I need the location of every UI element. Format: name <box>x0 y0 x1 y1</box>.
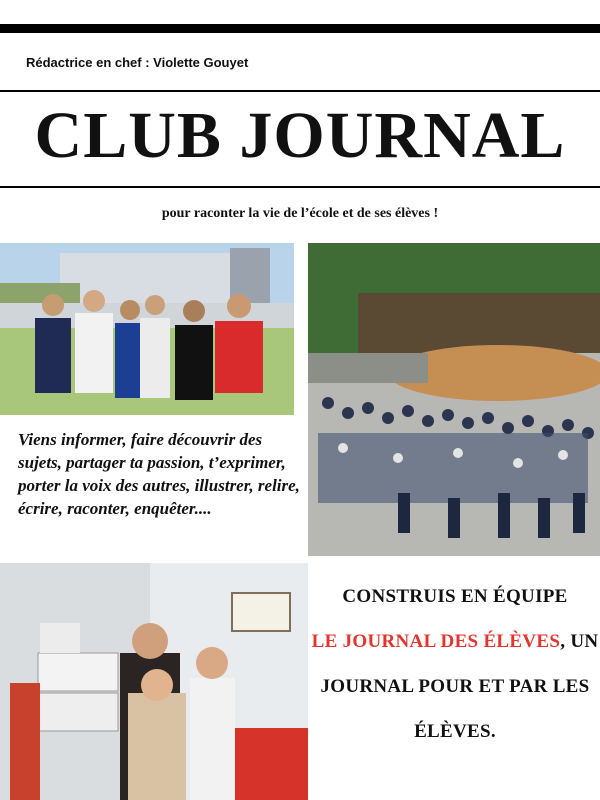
header-rule-bottom <box>0 186 600 188</box>
call-to-action <box>310 574 600 754</box>
invitation-text: Viens informer, faire découvrir des sujets, partager ta passion, t’exprimer, porter la voix des autres, illustrer, relire, écrire, raconter, enquêter.... <box>18 430 300 518</box>
photo-sports-team <box>0 243 294 415</box>
photo-club-members <box>0 563 308 800</box>
masthead-subtitle: pour raconter la vie de l’école et de ses élèves ! <box>161 206 439 221</box>
cta-highlight: LE JOURNAL DES ÉLÈVES <box>311 631 561 652</box>
editor-line: Rédactrice en chef : Violette Gouyet <box>26 55 249 70</box>
cta-line1: CONSTRUIS EN ÉQUIPE <box>342 586 568 607</box>
cta-rest: , UN JOURNAL POUR ET PAR LES ÉLÈVES. <box>320 631 599 742</box>
header-rule-top <box>0 90 600 92</box>
masthead-title: CLUB JOURNAL <box>34 99 566 172</box>
top-thick-rule <box>0 24 600 33</box>
photo-school-assembly <box>308 243 600 556</box>
